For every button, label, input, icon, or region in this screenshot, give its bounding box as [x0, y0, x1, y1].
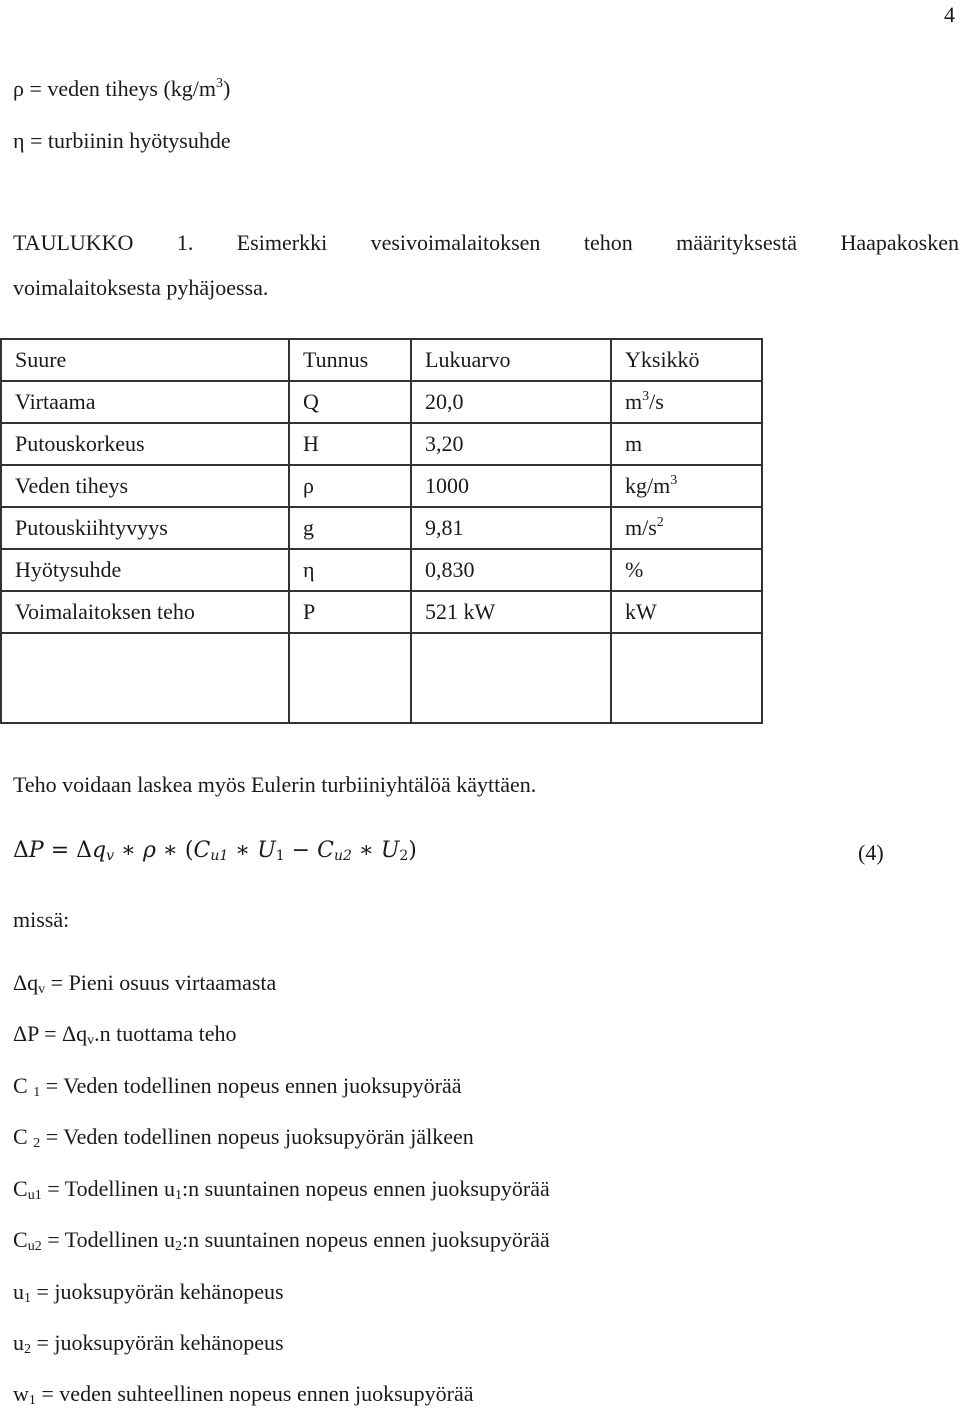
cell-value: 3,20: [411, 423, 611, 465]
header-value: Lukuarvo: [411, 339, 611, 381]
definition-line: $u_2$ = juoksupyörän kehänopeus: [13, 1330, 284, 1357]
cell-empty: [411, 633, 611, 723]
symbol-rho: ρ: [13, 76, 24, 101]
table-row: [1, 381, 762, 423]
cell-symbol: g: [289, 507, 411, 549]
unit-superscript: 3: [670, 473, 678, 488]
unit-tail: /s: [649, 389, 664, 414]
cell-unit: [611, 381, 762, 423]
cell-quantity: Veden tiheys: [1, 465, 289, 507]
table-caption-line-1: TAULUKKO 1. Esimerkki vesivoimalaitoksen tehon määrityksestä Haapakosken: [13, 230, 959, 255]
table-row: [1, 591, 762, 633]
table-empty-row: [1, 633, 762, 723]
superscript: 3: [216, 76, 224, 91]
symbol-rho-text: = veden tiheys (kg/m: [23, 76, 217, 101]
definition-line: $C_{u1}$ = Todellinen $u_1:n$ suuntainen nopeus ennen juoksupyörää: [13, 1176, 550, 1203]
cell-unit: [611, 507, 762, 549]
cell-value: 521 kW: [411, 591, 611, 633]
unit-base: m/s: [625, 515, 657, 540]
definition-line: C $_2$ = Veden todellinen nopeus juoksupyörän jälkeen: [13, 1124, 474, 1151]
unit-superscript: 3: [642, 389, 650, 404]
definition-line: $u_1$ = juoksupyörän kehänopeus: [13, 1279, 284, 1306]
table-row: [1, 423, 762, 465]
table-caption-line-2: voimalaitoksesta pyhäjoessa.: [13, 275, 269, 300]
cell-symbol: ρ: [289, 465, 411, 507]
header-unit: Yksikkö: [611, 339, 762, 381]
definition-line: C $_1$ = Veden todellinen nopeus ennen juoksupyörää: [13, 1073, 462, 1100]
cell-empty: [1, 633, 289, 723]
table-row: [1, 465, 762, 507]
cell-quantity: Voimalaitoksen teho: [1, 591, 289, 633]
cell-quantity: Putouskorkeus: [1, 423, 289, 465]
symbol-definition-rho: [13, 76, 230, 102]
cell-unit: [611, 465, 762, 507]
definition-line: $w_1$ = veden suhteellinen nopeus ennen juoksupyörää: [13, 1381, 474, 1408]
cell-quantity: Virtaama: [1, 381, 289, 423]
cell-empty: [289, 633, 411, 723]
cell-symbol: P: [289, 591, 411, 633]
cell-value: 1000: [411, 465, 611, 507]
euler-intro-text: Teho voidaan laskea myös Eulerin turbiiniyhtälöä käyttäen.: [13, 772, 537, 797]
equation-number: (4): [858, 840, 884, 865]
cell-quantity: Putouskiihtyvyys: [1, 507, 289, 549]
table-header-row: [1, 339, 762, 381]
where-label: missä:: [13, 907, 70, 932]
cell-unit: m: [611, 423, 762, 465]
definition-line: $\Delta q_v$ = Pieni osuus virtaamasta: [13, 970, 277, 997]
euler-equation: $\Delta P = \Delta q_v$ ∗ ρ ∗ ($C_{u1}$ ∗ $U_1 - C_{u2}$ ∗ $U_2$): [13, 838, 417, 864]
header-quantity: Suure: [1, 339, 289, 381]
cell-symbol: Q: [289, 381, 411, 423]
definition-line: $\Delta P = \Delta q_v.n$ tuottama teho: [13, 1021, 237, 1048]
cell-symbol: η: [289, 549, 411, 591]
cell-symbol: H: [289, 423, 411, 465]
cell-value: 20,0: [411, 381, 611, 423]
closing-paren: ): [223, 76, 231, 101]
cell-quantity: Hyötysuhde: [1, 549, 289, 591]
page-number: 4: [944, 2, 955, 27]
unit-base: m: [625, 389, 643, 414]
table-row: [1, 549, 762, 591]
cell-unit: %: [611, 549, 762, 591]
symbol-definition-eta: [13, 128, 231, 154]
table-row: [1, 507, 762, 549]
unit-base: kg/m: [625, 473, 671, 498]
definition-line: $C_{u2}$ = Todellinen $u_2:n$ suuntainen nopeus ennen juoksupyörää: [13, 1227, 550, 1254]
cell-empty: [611, 633, 762, 723]
symbol-eta-text: = turbiinin hyötysuhde: [24, 128, 231, 153]
power-table: [0, 338, 763, 724]
cell-value: 9,81: [411, 507, 611, 549]
header-symbol: Tunnus: [289, 339, 411, 381]
cell-unit: kW: [611, 591, 762, 633]
symbol-eta: η: [13, 128, 25, 153]
cell-value: 0,830: [411, 549, 611, 591]
unit-superscript: 2: [656, 515, 664, 530]
